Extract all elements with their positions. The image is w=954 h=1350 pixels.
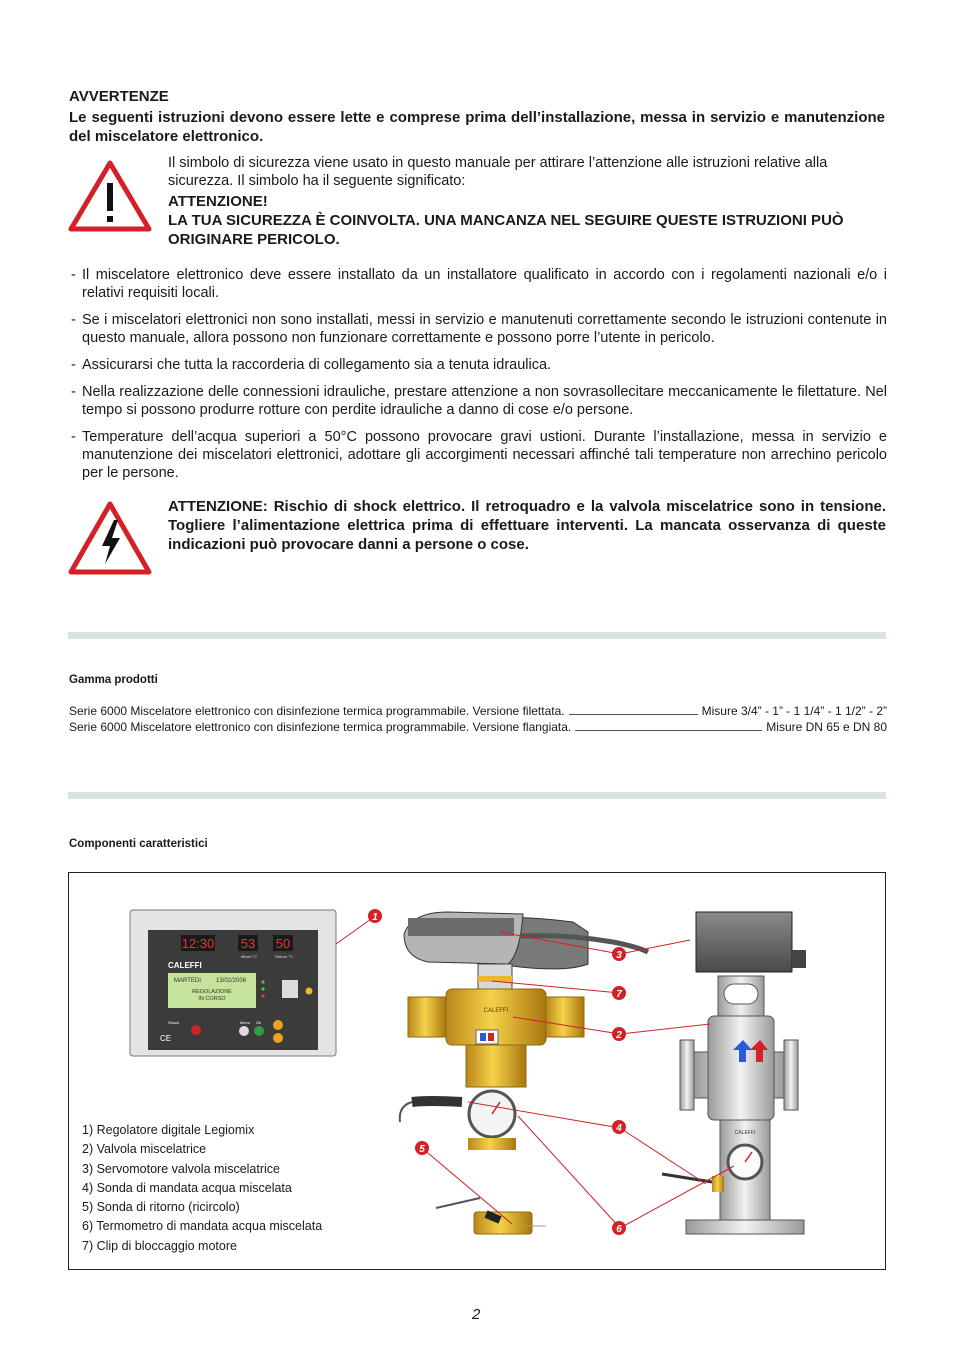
callout-4: [612, 1120, 626, 1134]
legend-item: 3) Servomotore valvola miscelatrice: [82, 1161, 280, 1176]
page-number: 2: [472, 1306, 481, 1323]
list-item: - Assicurarsi che tutta la raccorderia di collegamento sia a tenuta idraulica.: [69, 356, 887, 374]
callout-5: [415, 1141, 429, 1155]
attention-line2: LA TUA SICUREZZA È COINVOLTA. UNA MANCANZA NEL SEGUIRE QUESTE ISTRUZIONI PUÒ ORIGINARE PERICOLO.: [168, 212, 844, 248]
list-item: - Temperature dell’acqua superiori a 50°C possono provocare gravi ustioni. Durante l’installazione, messa in servizio e manutenzione dei miscelatori elettronici, adottare gli accorgimenti necessari affinché tali temperature non arrechino pericolo per le persone.: [69, 428, 887, 482]
svg-text:1: 1: [372, 912, 378, 923]
product-desc: Serie 6000 Miscelatore elettronico con disinfezione termica programmabile. Versione flangiata.: [69, 720, 572, 734]
screen-day: MARTEDI: [174, 978, 201, 984]
list-item: - Il miscelatore elettronico deve essere installato da un installatore qualificato in accordo con i regolamenti nazionali e/o i relativi requisiti locali.: [69, 266, 887, 302]
shock-warning-text: ATTENZIONE: Rischio di shock elettrico. Il retroquadro e la valvola miscelatrice sono in tensione. Togliere l’alimentazione elettrica prima di effettuare interventi. La mancata osservanza di queste indicazioni può provocare danni a persone o cose.: [168, 498, 886, 553]
legend-item: 4) Sonda di mandata acqua miscelata: [82, 1180, 292, 1195]
svg-text:2: 2: [616, 1030, 622, 1041]
section-divider: [68, 792, 886, 799]
callout-1: [368, 909, 382, 923]
list-item: - Nella realizzazione delle connessioni idrauliche, prestare attenzione a non sovrasollecitare meccanicamente le filettature. Nel tempo si possono produrre rotture con perdite idrauliche a danno di cose e/o persone.: [69, 383, 887, 419]
controller-brand: CALEFFI: [168, 961, 202, 970]
mixed-temp-display: 53: [240, 936, 256, 951]
flanged-valve-illustration: [662, 912, 806, 1234]
screen-date: 13/02/2006: [216, 978, 247, 984]
components-legend: [82, 1121, 322, 1256]
components-heading: Componenti caratteristici: [69, 838, 208, 850]
legend-item: 5) Sonda di ritorno (ricircolo): [82, 1200, 240, 1215]
product-size: Misure 3/4” - 1” - 1 1/4” - 1 1/2” - 2”: [701, 704, 887, 718]
valve-brand: CALEFFI: [483, 1008, 509, 1014]
warnings-title: AVVERTENZE: [69, 88, 169, 105]
products-heading: Gamma prodotti: [69, 674, 158, 686]
section-divider: [68, 632, 886, 639]
menu-label: Menu: [240, 1020, 251, 1025]
product-line: [69, 703, 887, 719]
legend-item: 2) Valvola miscelatrice: [82, 1142, 207, 1157]
warning-triangle-icon: [68, 159, 152, 233]
controller-illustration: [130, 910, 336, 1056]
svg-text:7: 7: [616, 989, 622, 1000]
mixed-label: Mixed °C: [240, 954, 258, 959]
list-item: - Se i miscelatori elettronici non sono installati, messi in servizio e manutenuti correttamente secondo le istruzioni contenute in questo manuale, allora possono non funzionare correttamente e possono porre l’utente in pericolo.: [69, 311, 887, 347]
svg-text:5: 5: [419, 1144, 425, 1155]
leader-line: [575, 719, 762, 731]
product-line: [69, 719, 887, 735]
return-temp-display: 50: [275, 936, 291, 951]
electric-shock-icon: [68, 500, 152, 576]
product-size: Misure DN 65 e DN 80: [766, 720, 887, 734]
return-label: Return °C: [275, 954, 293, 959]
ce-mark: CE: [160, 1034, 172, 1043]
screen-status1: REGOLAZIONE: [192, 989, 232, 995]
callout-7: [612, 986, 626, 1000]
threaded-valve-illustration: [400, 912, 648, 1234]
screen-status2: IN CORSO: [198, 996, 226, 1002]
callout-2: [612, 1027, 626, 1041]
symbol-description: Il simbolo di sicurezza viene usato in questo manuale per attirare l’attenzione alle istruzioni relative alla sicurezza. Il simbolo ha il seguente significato:: [168, 155, 828, 189]
svg-text:3: 3: [616, 950, 622, 961]
callout-6: [612, 1221, 626, 1235]
product-desc: Serie 6000 Miscelatore elettronico con disinfezione termica programmabile. Versione filettata.: [69, 704, 565, 718]
svg-text:4: 4: [616, 1123, 622, 1134]
valve-brand-flange: CALEFFI: [734, 1130, 756, 1136]
legend-item: 1) Regolatore digitale Legiomix: [82, 1123, 255, 1137]
legend-item: 7) Clip di bloccaggio motore: [82, 1238, 237, 1253]
time-display: 12:30: [181, 936, 215, 951]
callout-3: [612, 947, 626, 961]
warnings-list: [69, 266, 887, 491]
legend-item: 6) Termometro di mandata acqua miscelata: [82, 1219, 323, 1234]
warnings-lead: Le seguenti istruzioni devono essere lette e comprese prima dell’installazione, messa in servizio e manutenzione del miscelatore elettronico.: [69, 109, 885, 145]
attention-block: [168, 192, 886, 249]
ok-label: Ok: [256, 1020, 262, 1025]
shock-label: Shock: [168, 1020, 180, 1025]
svg-text:6: 6: [616, 1224, 622, 1235]
attention-line1: ATTENZIONE!: [168, 193, 268, 210]
leader-line: [569, 703, 698, 715]
